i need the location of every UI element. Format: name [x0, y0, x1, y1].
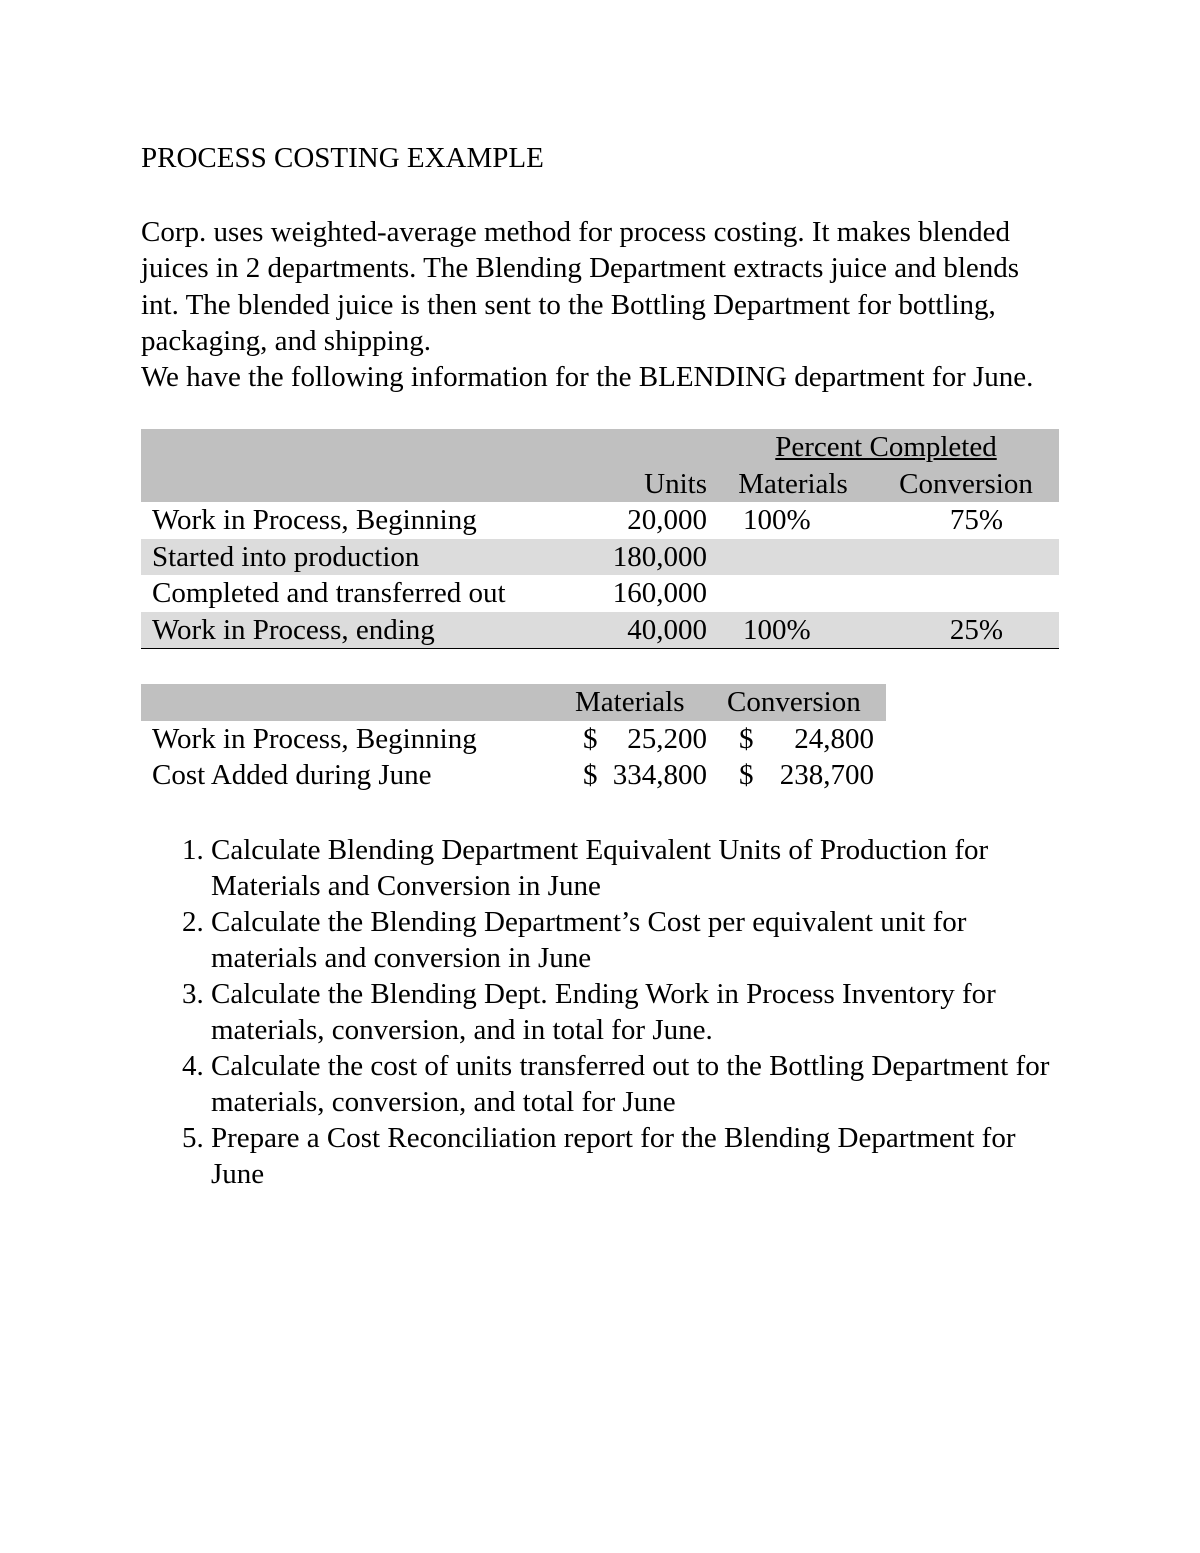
conversion-header: Conversion — [899, 467, 1033, 500]
row-label: Started into production — [152, 540, 420, 573]
table-row — [141, 502, 1059, 539]
row-label: Cost Added during June — [152, 759, 432, 792]
row-label: Work in Process, Beginning — [152, 504, 477, 537]
document-title: PROCESS COSTING EXAMPLE — [141, 142, 544, 174]
materials-percent: 100% — [713, 612, 873, 649]
table-header-row — [141, 684, 886, 721]
conversion-percent — [873, 575, 1059, 612]
question-item: 1. Calculate Blending Department Equivalent Units of Production for Materials and Conversion in June — [211, 832, 1061, 904]
conversion-cost: 24,800 — [794, 722, 874, 755]
table-row — [141, 612, 1059, 649]
table-header-row — [141, 466, 1059, 503]
units-value: 160,000 — [612, 577, 707, 610]
materials-cost: 25,200 — [627, 722, 707, 755]
percent-completed-header: Percent Completed — [775, 431, 997, 464]
table-row — [141, 757, 886, 794]
intro-paragraph: Corp. uses weighted-average method for process costing. It makes blended juices in 2 departments. The Blending Department extracts juice and blends int. The blended juice is then sent to the Bottling Department for bottling, packaging, and shipping. — [141, 216, 1020, 357]
row-label: Completed and transferred out — [152, 577, 506, 610]
materials-percent — [713, 539, 873, 576]
row-label: Work in Process, Beginning — [152, 722, 477, 755]
question-list — [141, 832, 1061, 1192]
table-row — [141, 575, 1059, 612]
question-item: 3. Calculate the Blending Dept. Ending Work in Process Inventory for materials, conversion, and in total for June. — [211, 976, 1061, 1048]
conversion-header: Conversion — [727, 686, 861, 719]
intro-paragraph: We have the following information for the BLENDING department for June. — [141, 361, 1034, 394]
materials-header: Materials — [738, 467, 848, 500]
question-item: 5. Prepare a Cost Reconciliation report for the Blending Department for June — [211, 1120, 1061, 1192]
materials-cost: 334,800 — [612, 759, 707, 792]
table-row — [141, 721, 886, 758]
table-header-row — [141, 429, 1059, 466]
conversion-percent: 75% — [949, 504, 1003, 537]
materials-percent — [713, 575, 873, 612]
question-item: 4. Calculate the cost of units transferred out to the Bottling Department for materials, conversion, and total for June — [211, 1048, 1061, 1120]
units-table — [141, 429, 1059, 649]
units-value: 40,000 — [541, 612, 713, 649]
currency-symbol: $ — [739, 722, 754, 755]
units-header: Units — [644, 467, 707, 500]
units-value: 180,000 — [612, 540, 707, 573]
table-row — [141, 539, 1059, 576]
cost-table — [141, 684, 886, 794]
row-label: Work in Process, ending — [141, 612, 541, 649]
intro-text — [141, 214, 1061, 395]
units-value: 20,000 — [627, 504, 707, 537]
document-page — [141, 138, 1061, 1192]
conversion-percent: 25% — [873, 612, 1059, 649]
currency-symbol: $ — [583, 722, 598, 755]
question-item: 2. Calculate the Blending Department’s Cost per equivalent unit for materials and conversion in June — [211, 904, 1061, 976]
conversion-cost: 238,700 — [779, 759, 874, 792]
currency-symbol: $ — [739, 759, 754, 792]
materials-header: Materials — [575, 686, 685, 719]
conversion-percent — [873, 539, 1059, 576]
currency-symbol: $ — [583, 759, 598, 792]
materials-percent: 100% — [743, 504, 811, 537]
